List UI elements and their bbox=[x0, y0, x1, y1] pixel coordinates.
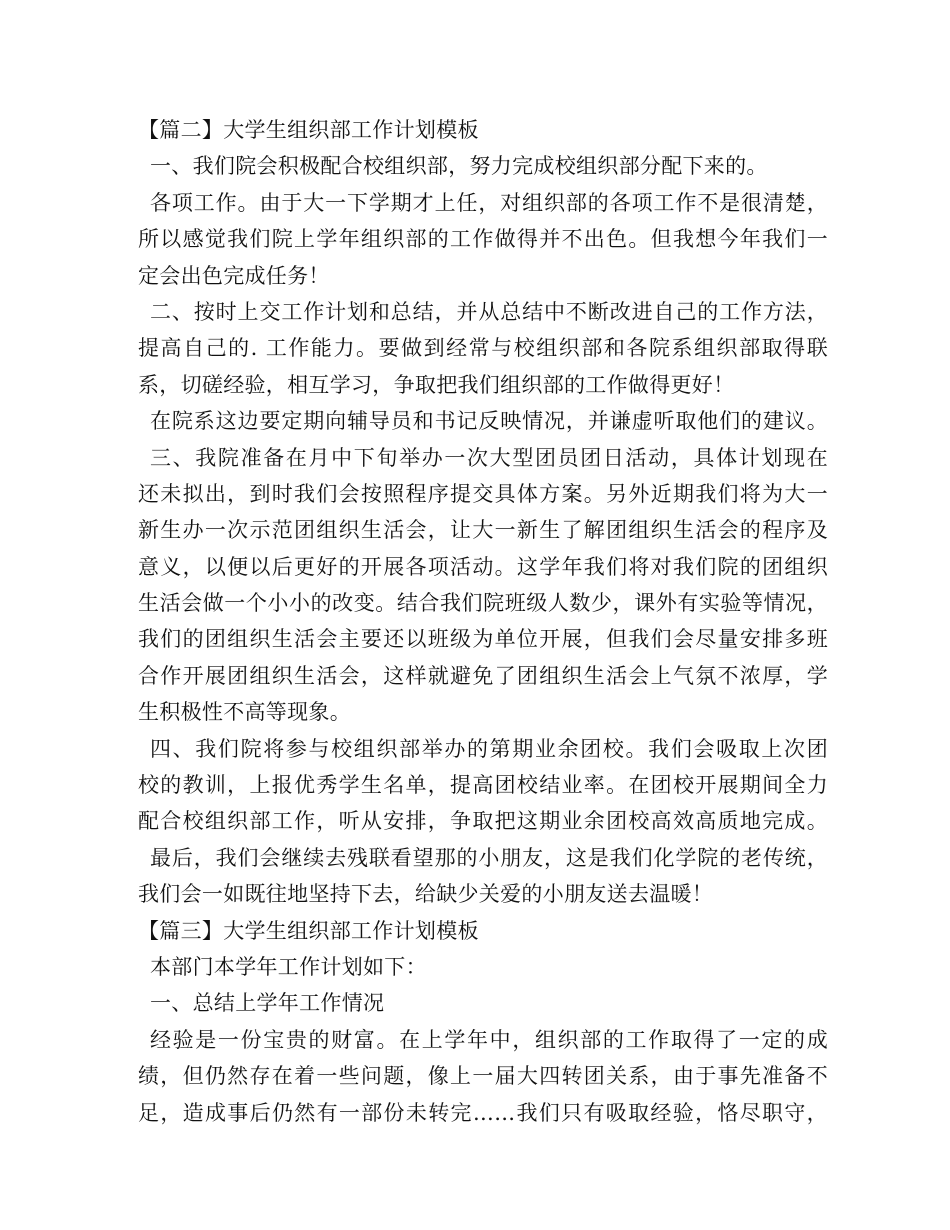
paragraph-line: 还未拟出，到时我们会按照程序提交具体方案。另外近期我们将为大一 bbox=[138, 481, 828, 506]
paragraph-line: 校的教训，上报优秀学生名单，提高团校结业率。在团校开展期间全力 bbox=[138, 773, 828, 798]
paragraph-line: 绩，但仍然存在着一些问题，像上一届大四转团关系，由于事先准备不 bbox=[138, 1064, 828, 1089]
paragraph-line: 四、我们院将参与校组织部举办的第期业余团校。我们会吸取上次团 bbox=[150, 736, 828, 761]
paragraph-line: 一、总结上学年工作情况 bbox=[150, 991, 385, 1016]
section-heading: 【篇二】大学生组织部工作计划模板 bbox=[138, 118, 479, 142]
paragraph-line: 我们的团组织生活会主要还以班级为单位开展，但我们会尽量安排多班 bbox=[138, 627, 828, 652]
paragraph-line: 合作开展团组织生活会，这样就避免了团组织生活会上气氛不浓厚，学 bbox=[138, 663, 828, 688]
paragraph-line: 二、按时上交工作计划和总结，并从总结中不断改进自己的工作方法， bbox=[150, 299, 828, 324]
paragraph-line: 生活会做一个小小的改变。结合我们院班级人数少，课外有实验等情况， bbox=[138, 591, 828, 616]
paragraph-line: 配合校组织部工作，听从安排，争取把这期业余团校高效高质地完成。 bbox=[138, 809, 828, 834]
paragraph-line: 最后，我们会继续去残联看望那的小朋友，这是我们化学院的老传统， bbox=[150, 845, 828, 870]
paragraph-line: 定会出色完成任务！ bbox=[138, 263, 330, 288]
paragraph-line: 在院系这边要定期向辅导员和书记反映情况，并谦虚听取他们的建议。 bbox=[150, 409, 828, 434]
paragraph-line: 本部门本学年工作计划如下： bbox=[150, 954, 427, 979]
paragraph-line: 三、我院准备在月中下旬举办一次大型团员团日活动，具体计划现在 bbox=[150, 445, 828, 470]
paragraph-line: 意义，以便以后更好的开展各项活动。这学年我们将对我们院的团组织 bbox=[138, 554, 828, 579]
paragraph-line: 生积极性不高等现象。 bbox=[138, 700, 351, 725]
paragraph-line: 提高自己的. 工作能力。要做到经常与校组织部和各院系组织部取得联 bbox=[138, 336, 828, 361]
paragraph-line: 经验是一份宝贵的财富。在上学年中，组织部的工作取得了一定的成 bbox=[150, 1027, 828, 1052]
document-page bbox=[138, 112, 828, 1131]
paragraph-line: 所以感觉我们院上学年组织部的工作做得并不出色。但我想今年我们一 bbox=[138, 227, 828, 252]
paragraph-line: 我们会一如既往地坚持下去，给缺少关爱的小朋友送去温暖！ bbox=[138, 882, 714, 907]
paragraph-line: 各项工作。由于大一下学期才上任，对组织部的各项工作不是很清楚， bbox=[150, 190, 828, 215]
paragraph-line: 系，切磋经验，相互学习，争取把我们组织部的工作做得更好！ bbox=[138, 372, 735, 397]
section-heading: 【篇三】大学生组织部工作计划模板 bbox=[138, 918, 479, 943]
paragraph-line: 足，造成事后仍然有一部份未转完……我们只有吸取经验，恪尽职守， bbox=[138, 1100, 828, 1125]
paragraph-line: 一、我们院会积极配合校组织部，努力完成校组织部分配下来的。 bbox=[150, 154, 768, 179]
paragraph-line: 新生办一次示范团组织生活会，让大一新生了解团组织生活会的程序及 bbox=[138, 518, 828, 543]
